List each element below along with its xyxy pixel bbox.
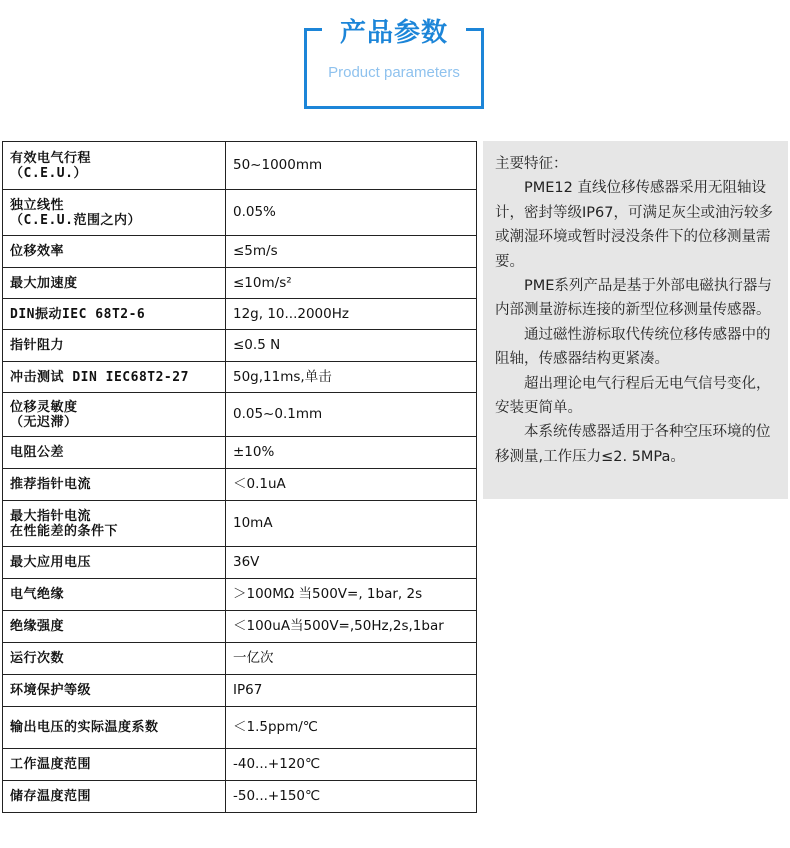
- spec-row: [3, 437, 477, 469]
- spec-value: 10mA: [226, 501, 477, 547]
- spec-value: ＞100MΩ 当500V=, 1bar, 2s: [226, 579, 477, 611]
- spec-row: [3, 643, 477, 675]
- spec-label-cell: [3, 749, 226, 781]
- spec-row: [3, 501, 477, 547]
- spec-label-cell: [3, 469, 226, 501]
- spec-label: 电气绝缘: [10, 587, 65, 602]
- spec-row: [3, 781, 477, 813]
- spec-label-sub: （C.E.U.范围之内）: [10, 212, 141, 228]
- spec-label: 绝缘强度: [10, 619, 65, 634]
- spec-value: ＜100uA当500V=,50Hz,2s,1bar: [226, 611, 477, 643]
- spec-label-cell: [3, 501, 226, 547]
- spec-label-cell: [3, 547, 226, 579]
- spec-value: ≤10m/s²: [226, 268, 477, 299]
- spec-label: 最大应用电压: [10, 555, 92, 570]
- spec-table: [2, 141, 477, 813]
- spec-row: [3, 749, 477, 781]
- spec-label: 位移灵敏度: [10, 399, 78, 415]
- feature-paragraph: 超出理论电气行程后无电气信号变化，安装更简单。: [495, 375, 771, 417]
- spec-row: [3, 190, 477, 236]
- feature-paragraph: PME系列产品是基于外部电磁执行器与内部测量游标连接的新型位移测量传感器。: [495, 278, 772, 319]
- spec-row: [3, 675, 477, 707]
- feature-paragraph: 通过磁性游标取代传统位移传感器中的阻轴，传感器结构更紧凑。: [495, 326, 771, 368]
- spec-value: 0.05~0.1mm: [226, 393, 477, 437]
- spec-row: [3, 469, 477, 501]
- spec-label-cell: [3, 268, 226, 299]
- spec-label: 输出电压的实际温度系数: [10, 720, 159, 735]
- spec-value: 0.05%: [226, 190, 477, 236]
- spec-row: [3, 330, 477, 362]
- spec-value: 36V: [226, 547, 477, 579]
- spec-label-cell: [3, 190, 226, 236]
- section-subtitle: Product parameters: [328, 64, 460, 81]
- spec-value: ＜0.1uA: [226, 469, 477, 501]
- spec-row: [3, 547, 477, 579]
- spec-value: ＜1.5ppm/℃: [226, 707, 477, 749]
- spec-label: 有效电气行程: [10, 150, 92, 166]
- spec-value: 50~1000mm: [226, 142, 477, 190]
- spec-label-cell: [3, 643, 226, 675]
- spec-row: [3, 611, 477, 643]
- spec-label-cell: [3, 707, 226, 749]
- spec-label-cell: [3, 393, 226, 437]
- spec-label: 最大加速度: [10, 275, 78, 291]
- spec-label-cell: [3, 142, 226, 190]
- spec-label: 位移效率: [10, 244, 65, 259]
- spec-row: [3, 142, 477, 190]
- spec-label: 储存温度范围: [10, 789, 92, 804]
- section-title: 产品参数: [339, 18, 448, 48]
- spec-label: 运行次数: [10, 651, 65, 666]
- spec-value: 50g,11ms,单击: [226, 362, 477, 393]
- spec-label: 指针阻力: [10, 338, 65, 353]
- spec-label: 环境保护等级: [10, 683, 92, 698]
- spec-label: 推荐指针电流: [10, 477, 92, 492]
- features-panel: [483, 141, 788, 499]
- spec-row: [3, 299, 477, 330]
- spec-label: DIN振动IEC 68T2-6: [10, 306, 146, 322]
- spec-label-cell: [3, 675, 226, 707]
- spec-value: ≤0.5 N: [226, 330, 477, 362]
- spec-row: [3, 362, 477, 393]
- spec-row: [3, 236, 477, 268]
- spec-label-cell: [3, 611, 226, 643]
- feature-paragraph: PME12 直线位移传感器采用无阻轴设计，密封等级IP67，可满足灰尘或油污较多或潮湿环境或暂时浸没条件下的位移测量需要。: [495, 180, 773, 270]
- spec-value: 12g, 10...2000Hz: [226, 299, 477, 330]
- spec-label: 冲击测试 DIN IEC68T2-27: [10, 369, 189, 385]
- spec-label-cell: [3, 781, 226, 813]
- spec-label-sub: （C.E.U.）: [10, 165, 87, 181]
- spec-value: ≤5m/s: [226, 236, 477, 268]
- spec-label-cell: [3, 579, 226, 611]
- feature-paragraph: 本系统传感器适用于各种空压环境的位移测量,工作压力≤2. 5MPa。: [495, 424, 771, 465]
- spec-label-cell: [3, 362, 226, 393]
- spec-label-cell: [3, 299, 226, 330]
- spec-value: -50...+150℃: [226, 781, 477, 813]
- spec-label: 电阻公差: [10, 445, 65, 460]
- spec-label-cell: [3, 437, 226, 469]
- features-title: 主要特征：: [495, 156, 568, 172]
- spec-value: ±10%: [226, 437, 477, 469]
- spec-row: [3, 707, 477, 749]
- spec-label: 独立线性: [10, 197, 65, 213]
- spec-value: 一亿次: [226, 643, 477, 675]
- spec-value: IP67: [226, 675, 477, 707]
- spec-label: 工作温度范围: [10, 757, 92, 772]
- section-title-block: [304, 18, 484, 110]
- spec-label-sub: （无迟滞）: [10, 414, 78, 430]
- spec-row: [3, 579, 477, 611]
- spec-label-sub: 在性能差的条件下: [10, 523, 119, 539]
- spec-value: -40...+120℃: [226, 749, 477, 781]
- spec-row: [3, 393, 477, 437]
- spec-label-cell: [3, 330, 226, 362]
- spec-label-cell: [3, 236, 226, 268]
- spec-row: [3, 268, 477, 299]
- spec-label: 最大指针电流: [10, 508, 92, 524]
